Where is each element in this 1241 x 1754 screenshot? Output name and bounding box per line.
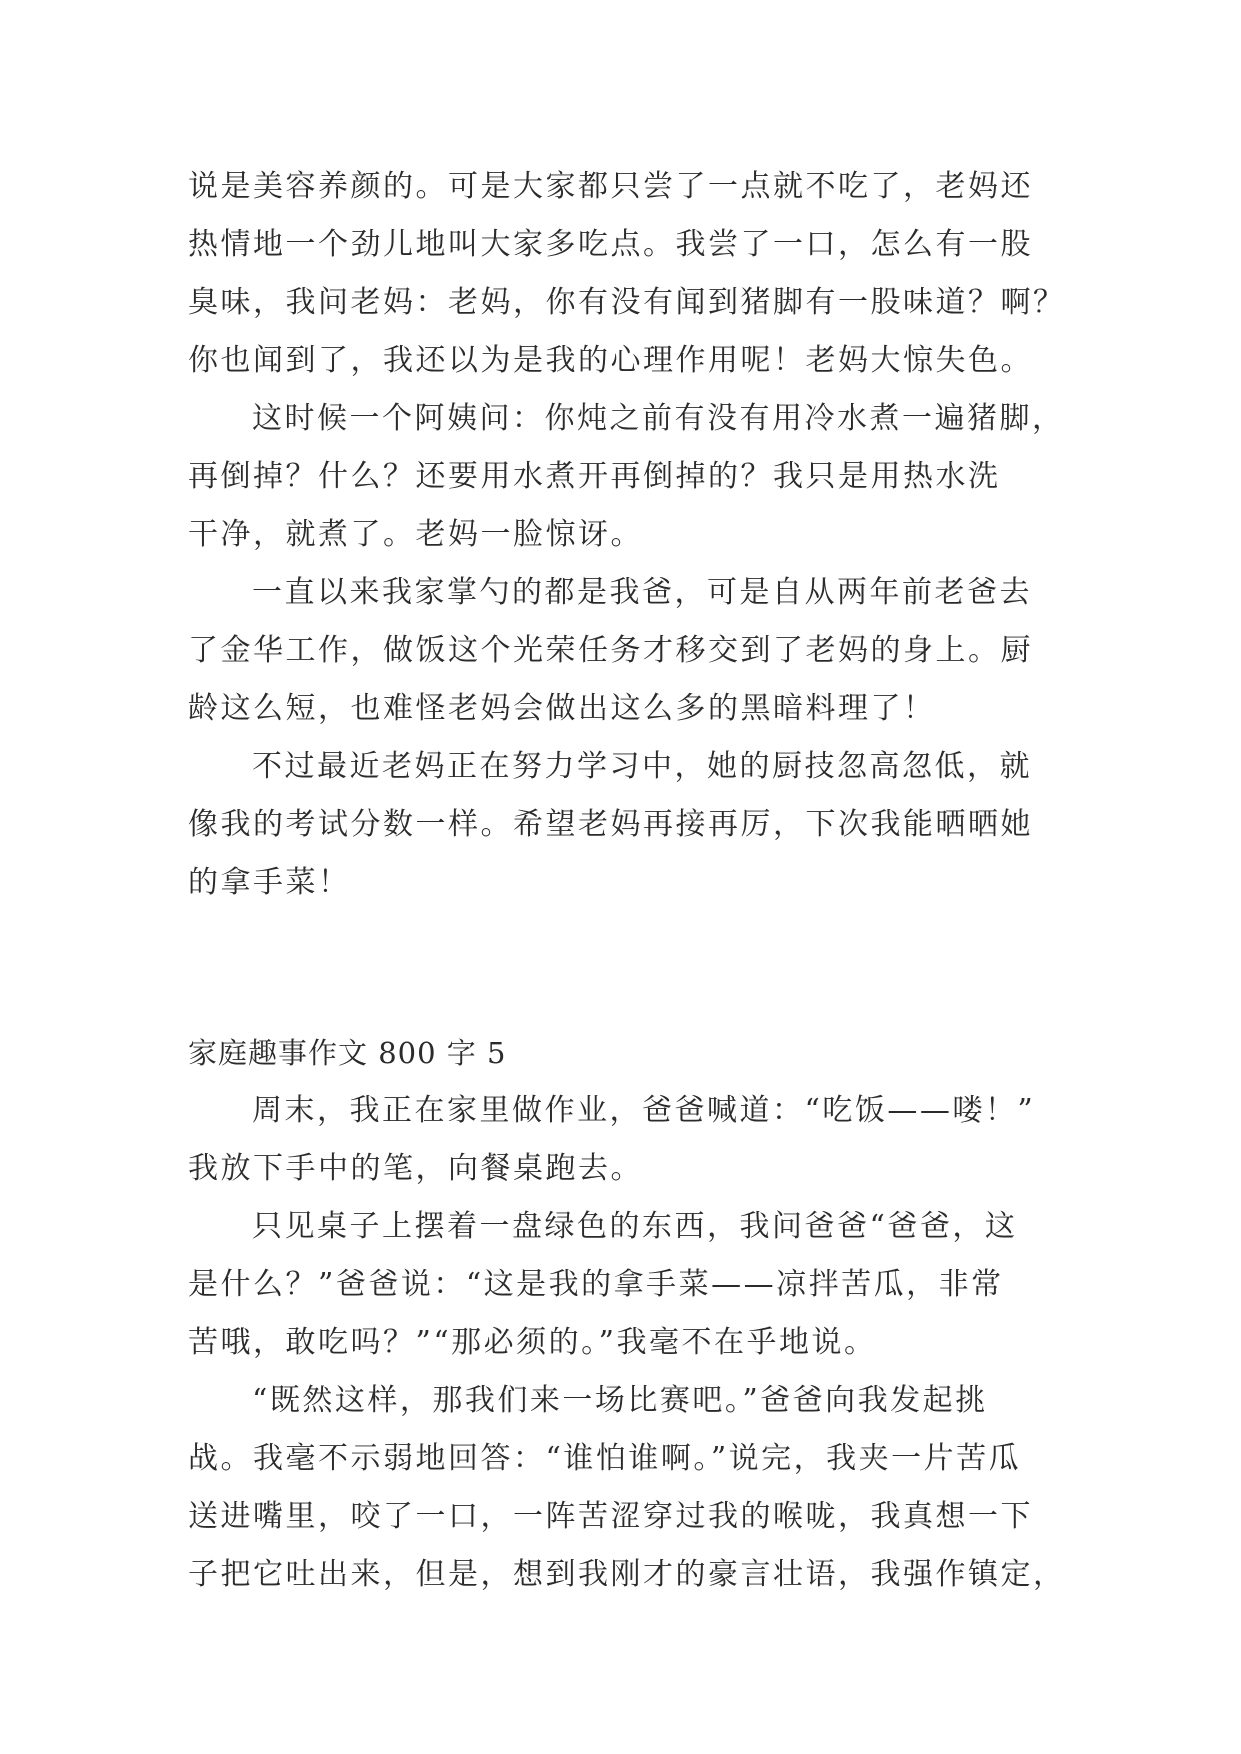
text-line: 你也闻到了，我还以为是我的心理作用呢！老妈大惊失色。 — [188, 343, 1033, 378]
text-line: 我放下手中的笔，向餐桌跑去。 — [188, 1151, 643, 1186]
text-line: 这时候一个阿姨问：你炖之前有没有用冷水煮一遍猪脚， — [252, 401, 1065, 436]
text-line: 子把它吐出来，但是，想到我刚才的豪言壮语，我强作镇定， — [188, 1557, 1066, 1592]
text-line: 了金华工作，做饭这个光荣任务才移交到了老妈的身上。厨 — [188, 633, 1033, 668]
text-line: 送进嘴里，咬了一口，一阵苦涩穿过我的喉咙，我真想一下 — [188, 1499, 1033, 1534]
text-line: 周末，我正在家里做作业，爸爸喊道：“吃饭——喽！” — [252, 1093, 1036, 1128]
text-line: “既然这样，那我们来一场比赛吧。”爸爸向我发起挑 — [252, 1383, 988, 1418]
text-line: 只见桌子上摆着一盘绿色的东西，我问爸爸“爸爸，这 — [252, 1209, 1018, 1244]
text-line: 龄这么短，也难怪老妈会做出这么多的黑暗料理了！ — [188, 691, 936, 726]
text-line: 一直以来我家掌勺的都是我爸，可是自从两年前老爸去 — [252, 575, 1032, 610]
text-line: 臭味，我问老妈：老妈，你有没有闻到猪脚有一股味道？啊？ — [188, 285, 1066, 320]
text-line: 不过最近老妈正在努力学习中，她的厨技忽高忽低，就 — [252, 749, 1032, 784]
text-line: 是什么？”爸爸说：“这是我的拿手菜——凉拌苦瓜，非常 — [188, 1267, 1004, 1302]
text-line: 干净，就煮了。老妈一脸惊讶。 — [188, 517, 643, 552]
paragraph — [188, 1198, 1054, 1372]
text-line: 苦哦，敢吃吗？”“那必须的。”我毫不在乎地说。 — [188, 1325, 877, 1360]
paragraph — [188, 1082, 1054, 1198]
text-line: 再倒掉？什么？还要用水煮开再倒掉的？我只是用热水洗 — [188, 459, 1001, 494]
paragraph — [188, 564, 1054, 738]
paragraph — [188, 1372, 1066, 1604]
text-line: 的拿手菜！ — [188, 865, 351, 900]
text-line: 战。我毫不示弱地回答：“谁怕谁啊。”说完，我夹一片苦瓜 — [188, 1441, 1022, 1476]
paragraph — [188, 158, 1066, 390]
text-line: 热情地一个劲儿地叫大家多吃点。我尝了一口，怎么有一股 — [188, 227, 1033, 262]
section-title: 家庭趣事作文 800 字 5 — [188, 1036, 507, 1070]
section-spacer — [188, 912, 1054, 1024]
paragraph — [188, 738, 1054, 912]
paragraph — [188, 390, 1065, 564]
text-line: 说是美容养颜的。可是大家都只尝了一点就不吃了，老妈还 — [188, 169, 1033, 204]
text-line: 像我的考试分数一样。希望老妈再接再厉，下次我能晒晒她 — [188, 807, 1033, 842]
document-body — [188, 158, 1066, 1604]
